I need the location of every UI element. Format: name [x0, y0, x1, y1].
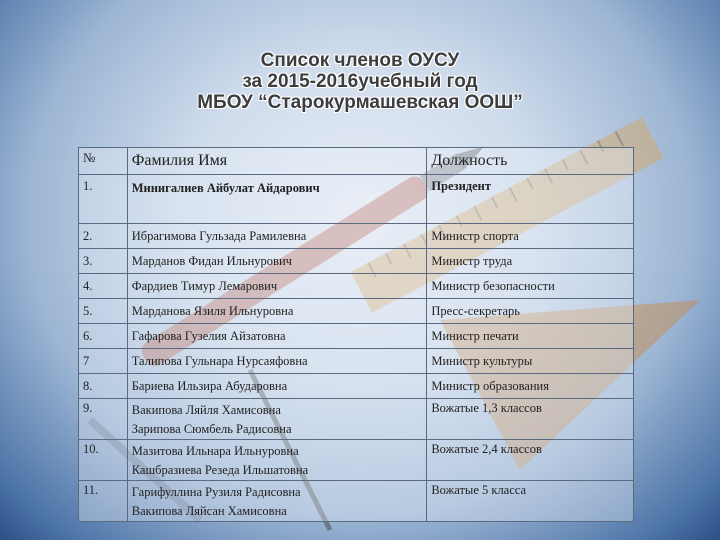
member-name: Вакипова Ляйля Хамисовна — [131, 403, 281, 417]
row-number: 5. — [79, 299, 128, 324]
row-name — [127, 399, 427, 440]
table-row — [79, 374, 634, 399]
header-name: Фамилия Имя — [127, 148, 427, 175]
table-row — [79, 349, 634, 374]
member-name: Минигалиев Айбулат Айдарович — [131, 181, 320, 195]
member-name: Гафарова Гузелия Айзатовна — [131, 328, 286, 343]
row-name — [127, 324, 427, 349]
row-name — [127, 274, 427, 299]
member-name: Фардиев Тимур Лемарович — [131, 278, 278, 293]
member-name: Ибрагимова Гульзада Рамилевна — [131, 228, 307, 243]
member-name: Вакипова Ляйсан Хамисовна — [131, 504, 287, 518]
row-number: 1. — [79, 175, 128, 224]
row-name — [127, 224, 427, 249]
table-row — [79, 249, 634, 274]
title-line-2: за 2015-2016учебный год — [242, 71, 478, 92]
row-position: Министр безопасности — [427, 274, 634, 299]
row-number: 11. — [79, 481, 128, 522]
row-name — [127, 249, 427, 274]
table-row — [79, 299, 634, 324]
row-number: 9. — [79, 399, 128, 440]
member-name: Марданов Фидан Ильнурович — [131, 253, 292, 268]
row-position: Президент — [427, 175, 634, 224]
members-table-container — [78, 147, 634, 522]
member-name: Зарипова Сюмбель Радисовна — [131, 422, 292, 436]
row-number: 10. — [79, 440, 128, 481]
row-position: Вожатые 5 класса — [427, 481, 634, 522]
member-name: Кашбразиева Резеда Ильшатовна — [131, 463, 309, 477]
header-position: Должность — [427, 148, 634, 175]
member-name: Бариева Ильзира Абударовна — [131, 378, 288, 393]
table-row — [79, 224, 634, 249]
row-name — [127, 175, 427, 224]
table-header-row — [79, 148, 634, 175]
table-row — [79, 274, 634, 299]
row-position: Министр образования — [427, 374, 634, 399]
row-number: 6. — [79, 324, 128, 349]
title-line-1: Список членов ОУСУ — [260, 50, 460, 71]
row-name — [127, 299, 427, 324]
row-position: Министр спорта — [427, 224, 634, 249]
title-line-3: МБОУ “Старокурмашевская ООШ” — [197, 92, 523, 113]
row-number: 3. — [79, 249, 128, 274]
table-row — [79, 481, 634, 522]
row-name — [127, 349, 427, 374]
row-position: Министр печати — [427, 324, 634, 349]
header-number: № — [79, 148, 128, 175]
row-name — [127, 374, 427, 399]
row-position: Вожатые 2,4 классов — [427, 440, 634, 481]
members-table — [78, 147, 634, 522]
row-position: Вожатые 1,3 классов — [427, 399, 634, 440]
table-row — [79, 175, 634, 224]
row-position: Министр труда — [427, 249, 634, 274]
member-name: Марданова Язиля Ильнуровна — [131, 303, 294, 318]
row-position: Министр культуры — [427, 349, 634, 374]
member-name: Гарифуллина Рузиля Радисовна — [131, 485, 301, 499]
table-row — [79, 324, 634, 349]
table-row — [79, 440, 634, 481]
row-number: 8. — [79, 374, 128, 399]
row-name — [127, 481, 427, 522]
row-position: Пресс-секретарь — [427, 299, 634, 324]
row-number: 4. — [79, 274, 128, 299]
member-name: Талипова Гульнара Нурсаяфовна — [131, 353, 308, 368]
row-number: 7 — [79, 349, 128, 374]
row-number: 2. — [79, 224, 128, 249]
row-name — [127, 440, 427, 481]
member-name: Мазитова Ильнара Ильнуровна — [131, 444, 299, 458]
table-row — [79, 399, 634, 440]
slide-title — [0, 50, 720, 113]
